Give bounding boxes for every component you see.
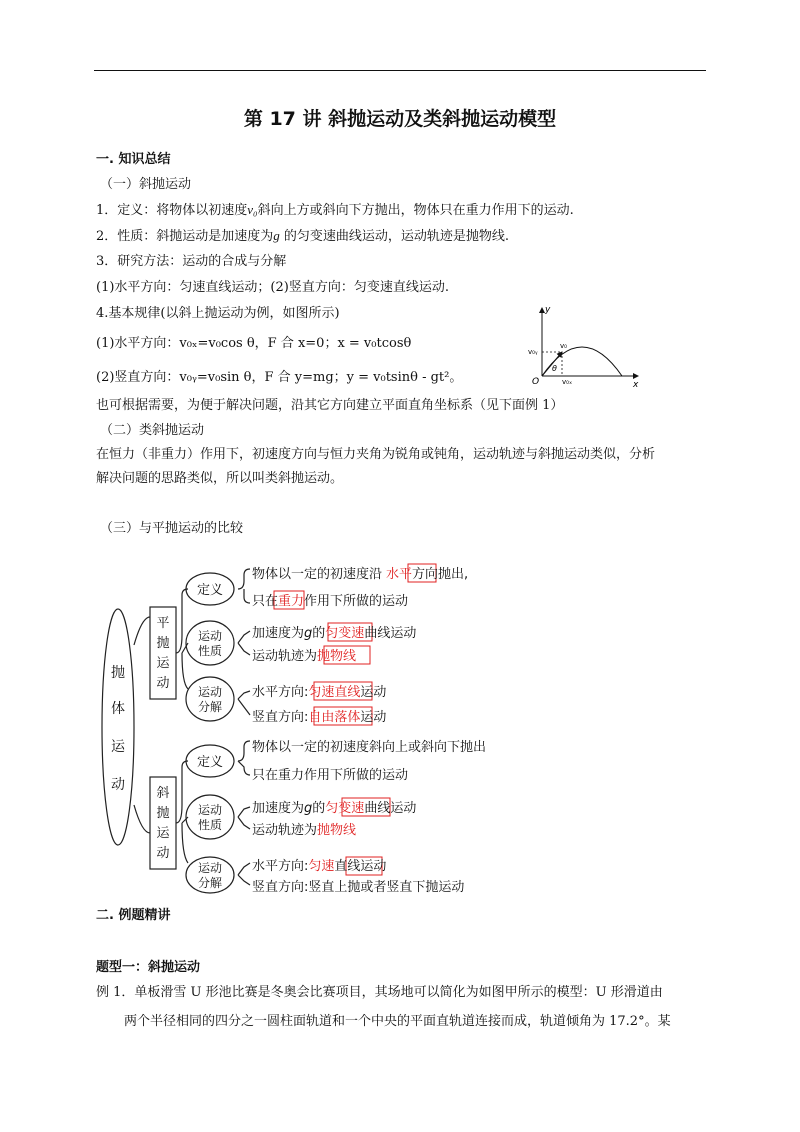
method-line: 3．研究方法：运动的合成与分解: [96, 254, 287, 269]
example1-line2: 两个半径相同的四分之一圆柱面轨道和一个中央的平面直轨道连接而成，轨道倾角为 17.2°。某: [124, 1014, 671, 1029]
section1-heading: 一. 知识总结: [96, 152, 171, 167]
page-title: 第 17 讲 斜抛运动及类斜抛运动模型: [243, 108, 557, 130]
oblique-char-2: 抛: [156, 806, 170, 821]
flat-nature-node-line1: 运动: [197, 629, 223, 643]
flat-nature-brace: [238, 631, 250, 655]
definition-line: 1．定义：将物体以初速度v₀斜向上方或斜向下方抛出，物体只在重力作用下的运动.: [96, 202, 574, 218]
flat-nature-line2: 运动轨迹为抛物线: [252, 649, 357, 664]
flat-nature-node: [186, 621, 234, 665]
oblique-projectile-figure: [520, 298, 650, 388]
oblique-def-line2: 只在重力作用下所做的运动: [252, 768, 409, 783]
example1-line1: 例 1．单板滑雪 U 形池比赛是冬奥会比赛项目，其场地可以简化为如图甲所示的模型：U 形滑道由: [96, 985, 663, 1000]
oblique-char-1: 斜: [156, 786, 170, 801]
flat-char-1: 平: [156, 616, 170, 631]
analog-text-line2: 解决问题的思路类似，所以叫类斜抛运动。: [96, 471, 344, 486]
root-char-3: 运: [111, 739, 125, 755]
flat-def-line2: 只在重力作用下所做的运动: [252, 594, 409, 609]
oblique-nature-brace: [238, 807, 250, 829]
flat-char-3: 运: [156, 656, 170, 671]
root-char-4: 动: [111, 777, 125, 793]
flat-nature-line1: 加速度为g的匀变速曲线运动: [252, 626, 417, 641]
theta-label: θ: [552, 364, 557, 373]
flat-decomp-brace: [238, 691, 250, 715]
oblique-nature-line1: 加速度为g的匀变速曲线运动: [252, 801, 417, 816]
origin-label: O: [532, 377, 540, 387]
question-type-1: 题型一：斜抛运动: [96, 960, 201, 975]
root-char-2: 体: [111, 701, 125, 717]
root-char-1: 抛: [111, 665, 125, 681]
flat-decomp-line1: 水平方向:匀速直线运动: [252, 685, 387, 700]
flat-char-4: 动: [156, 676, 170, 691]
flat-def-line1: 物体以一定的初速度沿 水平方向抛出,: [252, 567, 469, 582]
law-horizontal: (1)水平方向：v₀ₓ=v₀cos θ，F 合 x=0；x = v₀tcosθ: [96, 336, 412, 351]
flat-def-node-label: 定义: [196, 583, 224, 598]
oblique-char-3: 运: [156, 826, 170, 841]
property-line: 2．性质：斜抛运动是加速度为g 的匀变速曲线运动，运动轨迹是抛物线.: [96, 228, 510, 244]
x-label: x: [633, 380, 639, 388]
comparison-diagram: [98, 555, 538, 895]
oblique-nature-line2: 运动轨迹为抛物线: [252, 823, 357, 838]
analog-text-line1: 在恒力（非重力）作用下，初速度方向与恒力夹角为锐角或钝角，运动轨迹与斜抛运动类似，分析: [96, 447, 656, 462]
oblique-decomp-node-line1: 运动: [197, 861, 223, 875]
oblique-def-brace: [238, 741, 250, 775]
oblique-def-line1: 物体以一定的初速度斜向上或斜向下抛出: [252, 740, 487, 755]
oblique-nature-node-line1: 运动: [197, 803, 223, 817]
flat-char-2: 抛: [156, 636, 170, 651]
oblique-decomp-line2: 竖直方向:竖直上抛或者竖直下抛运动: [252, 880, 465, 895]
flat-decomp-node-line2: 分解: [197, 700, 223, 714]
flat-decomp-line2: 竖直方向:自由落体运动: [252, 710, 387, 725]
oblique-nature-node: [186, 795, 234, 839]
root-braces: [134, 617, 150, 833]
header-rule: [94, 70, 706, 71]
law-vertical: (2)竖直方向：v₀ᵧ=v₀sin θ，F 合 y=mg；y = v₀tsinθ - gt²。: [96, 370, 463, 385]
flat-decomp-node-line1: 运动: [197, 685, 223, 699]
oblique-decomp-brace: [238, 863, 250, 885]
directions-line: (1)水平方向：匀速直线运动；(2)竖直方向：匀变速直线运动.: [96, 280, 449, 295]
subsection1-title: （一）斜抛运动: [100, 177, 192, 192]
law-heading: 4.基本规律(以斜上抛运动为例，如图所示): [96, 306, 340, 321]
oblique-char-4: 动: [156, 846, 170, 861]
oblique-decomp-line1: 水平方向:匀速直线运动: [252, 859, 387, 874]
flat-nature-node-line2: 性质: [197, 644, 223, 658]
oblique-nature-node-line2: 性质: [197, 818, 223, 832]
oblique-def-node-label: 定义: [196, 755, 224, 770]
flat-decomp-node: [186, 677, 234, 721]
subsection3-title: （三）与平抛运动的比较: [100, 521, 244, 536]
v0-label: v₀: [560, 342, 567, 350]
root-ellipse: [102, 609, 134, 845]
coordinate-note: 也可根据需要，为便于解决问题，沿其它方向建立平面直角坐标系（见下面例 1）: [96, 398, 564, 413]
oblique-decomp-node-line2: 分解: [197, 876, 223, 890]
flat-def-brace: [238, 569, 250, 603]
y-label: y: [545, 305, 551, 315]
v0y-label: v₀ᵧ: [528, 348, 538, 356]
v0x-label: v₀ₓ: [562, 378, 573, 386]
subsection2-title: （二）类斜抛运动: [100, 423, 205, 438]
section2-heading: 二. 例题精讲: [96, 908, 171, 923]
